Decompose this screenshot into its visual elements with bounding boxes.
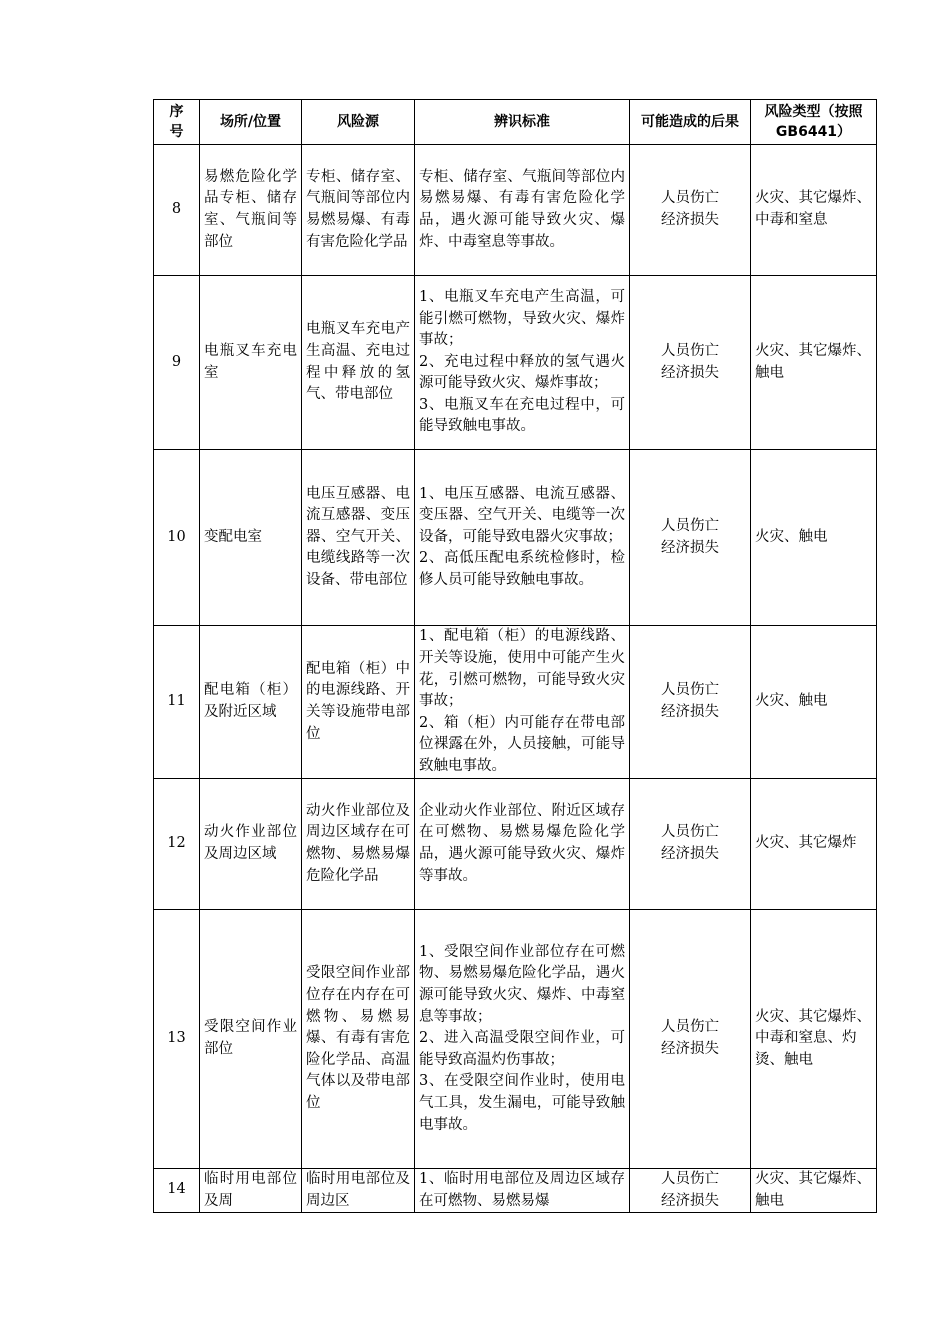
row-location: 配电箱（柜）及附近区域 [200,626,302,779]
row-source: 动火作业部位及周边区域存在可燃物、易燃易爆危险化学品 [302,779,415,910]
row-type: 火灾、其它爆炸、触电 [751,1169,877,1213]
row-consequence: 人员伤亡 经济损失 [630,145,751,276]
row-consequence: 人员伤亡 经济损失 [630,910,751,1169]
row-type: 火灾、触电 [751,450,877,626]
header-no: 序号 [154,100,200,145]
row-location: 变配电室 [200,450,302,626]
row-consequence: 人员伤亡 经济损失 [630,276,751,450]
table-row [154,626,877,779]
table-row [154,910,877,1169]
table-row [154,276,877,450]
row-type: 火灾、其它爆炸、中毒和窒息、灼烫、触电 [751,910,877,1169]
row-criteria: 企业动火作业部位、附近区域存在可燃物、易燃易爆危险化学品，遇火源可能导致火灾、爆炸等事故。 [415,779,630,910]
row-no: 14 [154,1169,200,1213]
row-criteria: 专柜、储存室、气瓶间等部位内易燃易爆、有毒有害危险化学品，遇火源可能导致火灾、爆炸、中毒窒息等事故。 [415,145,630,276]
row-source: 配电箱（柜）中的电源线路、开关等设施带电部位 [302,626,415,779]
row-criteria: 1、受限空间作业部位存在可燃物、易燃易爆危险化学品，遇火源可能导致火灾、爆炸、中毒窒息等事故； 2、进入高温受限空间作业，可能导致高温灼伤事故； 3、在受限空间作业时，使用电气工具，发生漏电，可能导致触电事故。 [415,910,630,1169]
row-criteria: 1、电瓶叉车充电产生高温，可能引燃可燃物，导致火灾、爆炸事故； 2、充电过程中释放的氢气遇火源可能导致火灾、爆炸事故； 3、电瓶叉车在充电过程中，可能导致触电事故。 [415,276,630,450]
row-no: 13 [154,910,200,1169]
row-source: 临时用电部位及周边区 [302,1169,415,1213]
risk-identification-table [153,99,877,1213]
row-location: 易燃危险化学品专柜、储存室、气瓶间等部位 [200,145,302,276]
row-location: 临时用电部位及周 [200,1169,302,1213]
row-type: 火灾、触电 [751,626,877,779]
header-row [154,100,877,145]
row-no: 10 [154,450,200,626]
header-consequence: 可能造成的后果 [630,100,751,145]
row-criteria: 1、临时用电部位及周边区域存在可燃物、易燃易爆 [415,1169,630,1213]
header-location: 场所/位置 [200,100,302,145]
header-criteria: 辨识标准 [415,100,630,145]
row-consequence: 人员伤亡 经济损失 [630,1169,751,1213]
row-location: 动火作业部位及周边区域 [200,779,302,910]
header-type: 风险类型（按照GB6441） [751,100,877,145]
row-no: 12 [154,779,200,910]
row-consequence: 人员伤亡 经济损失 [630,450,751,626]
table-row [154,145,877,276]
row-consequence: 人员伤亡 经济损失 [630,779,751,910]
row-no: 11 [154,626,200,779]
row-location: 受限空间作业部位 [200,910,302,1169]
row-source: 受限空间作业部位存在内存在可燃物、易燃易爆、有毒有害危险化学品、高温气体以及带电部位 [302,910,415,1169]
row-source: 电瓶叉车充电产生高温、充电过程中释放的氢气、带电部位 [302,276,415,450]
row-type: 火灾、其它爆炸 [751,779,877,910]
row-type: 火灾、其它爆炸、触电 [751,276,877,450]
row-no: 9 [154,276,200,450]
row-location: 电瓶叉车充电室 [200,276,302,450]
row-consequence: 人员伤亡 经济损失 [630,626,751,779]
row-criteria: 1、配电箱（柜）的电源线路、开关等设施，使用中可能产生火花，引燃可燃物，可能导致火灾事故； 2、箱（柜）内可能存在带电部位裸露在外，人员接触，可能导致触电事故。 [415,626,630,779]
row-no: 8 [154,145,200,276]
row-criteria: 1、电压互感器、电流互感器、变压器、空气开关、电缆等一次设备，可能导致电器火灾事故； 2、高低压配电系统检修时，检修人员可能导致触电事故。 [415,450,630,626]
row-source: 电压互感器、电流互感器、变压器、空气开关、电缆线路等一次设备、带电部位 [302,450,415,626]
table-row [154,450,877,626]
header-source: 风险源 [302,100,415,145]
table-row [154,779,877,910]
row-source: 专柜、储存室、气瓶间等部位内易燃易爆、有毒有害危险化学品 [302,145,415,276]
table-row [154,1169,877,1213]
row-type: 火灾、其它爆炸、中毒和窒息 [751,145,877,276]
